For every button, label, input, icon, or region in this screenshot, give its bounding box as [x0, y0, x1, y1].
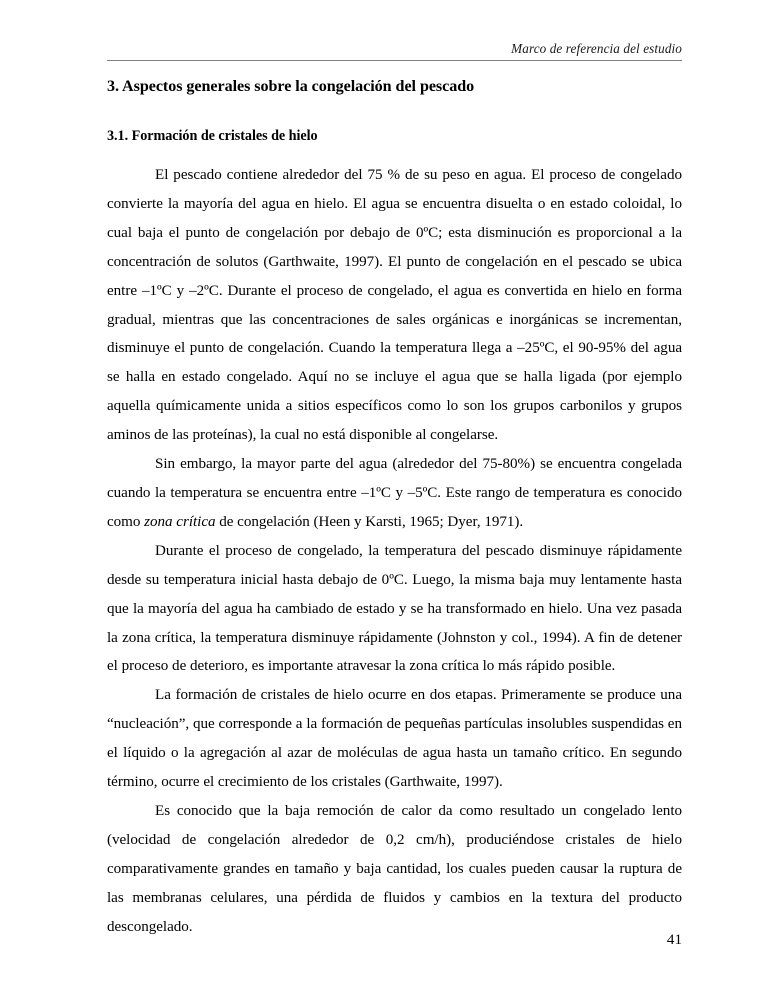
running-header: Marco de referencia del estudio [511, 41, 682, 56]
paragraph-2-text-after: de congelación (Heen y Karsti, 1965; Dyer, 1971). [215, 513, 524, 530]
paragraph-4: La formación de cristales de hielo ocurre en dos etapas. Primeramente se produce una “nucleación”, que corresponde a la formación de pequeñas partículas insolubles suspendidas en el líquido o la agregación al azar de moléculas de agua hasta un tamaño crítico. En segundo término, ocurre el crecimiento de los cristales (Garthwaite, 1997). [107, 687, 682, 791]
paragraph-3: Durante el proceso de congelado, la temperatura del pescado disminuye rápidamente desde su temperatura inicial hasta debajo de 0ºC. Luego, la misma baja muy lentamente hasta que la mayoría del agua ha cambiado de estado y se ha transformado en hielo. Una vez pasada la zona crítica, la temperatura disminuye rápidamente (Johnston y col., 1994). A fin de detener el proceso de deterioro, es importante atravesar la zona crítica lo más rápido posible. [107, 542, 682, 675]
page-content-column [107, 0, 682, 994]
paragraph-2 [107, 450, 682, 537]
paragraph-1: El pescado contiene alrededor del 75 % de su peso en agua. El proceso de congelado convierte la mayoría del agua en hielo. El agua se encuentra disuelta o en estado coloidal, lo cual baja el punto de congelación por debajo de 0ºC; esta disminución es proporcional a la concentración de solutos (Garthwaite, 1997). El punto de congelación en el pescado se ubica entre –1ºC y –2ºC. Durante el proceso de congelado, el agua es convertida en hielo en forma gradual, mientras que las concentraciones de sales orgánicas e inorgánicas se incrementan, disminuye el punto de congelación. Cuando la temperatura llega a –25ºC, el 90-95% del agua se halla en estado congelado. Aquí no se incluye el agua que se halla ligada (por ejemplo aquella químicamente unida a sitios específicos como lo son los grupos carbonilos y grupos aminos de las proteínas), la cual no está disponible al congelarse. [107, 167, 682, 444]
paragraph-5: Es conocido que la baja remoción de calor da como resultado un congelado lento (velocidad de congelación alrededor de 0,2 cm/h), produciéndose cristales de hielo comparativamente grandes en tamaño y baja cantidad, los cuales pueden causar la ruptura de las membranas celulares, una pérdida de fluidos y cambios en la textura del producto descongelado. [107, 802, 682, 935]
subheading-spacer [107, 146, 682, 161]
emphasis-zona-critica: zona crítica [144, 513, 216, 530]
document-body [107, 76, 682, 941]
page-number: 41 [666, 932, 682, 948]
section-heading: 3. Aspectos generales sobre la congelación del pescado [107, 78, 475, 95]
header-divider-rule [107, 60, 682, 61]
heading-spacer [107, 97, 682, 127]
subsection-heading: 3.1. Formación de cristales de hielo [107, 128, 318, 144]
paragraph-2-text-before: Sin embargo, la mayor parte del agua (alrededor del 75-80%) se encuentra congelada cuando la temperatura se encuentra entre –1ºC y –5ºC. Este rango de temperatura es conocido como [107, 456, 682, 530]
